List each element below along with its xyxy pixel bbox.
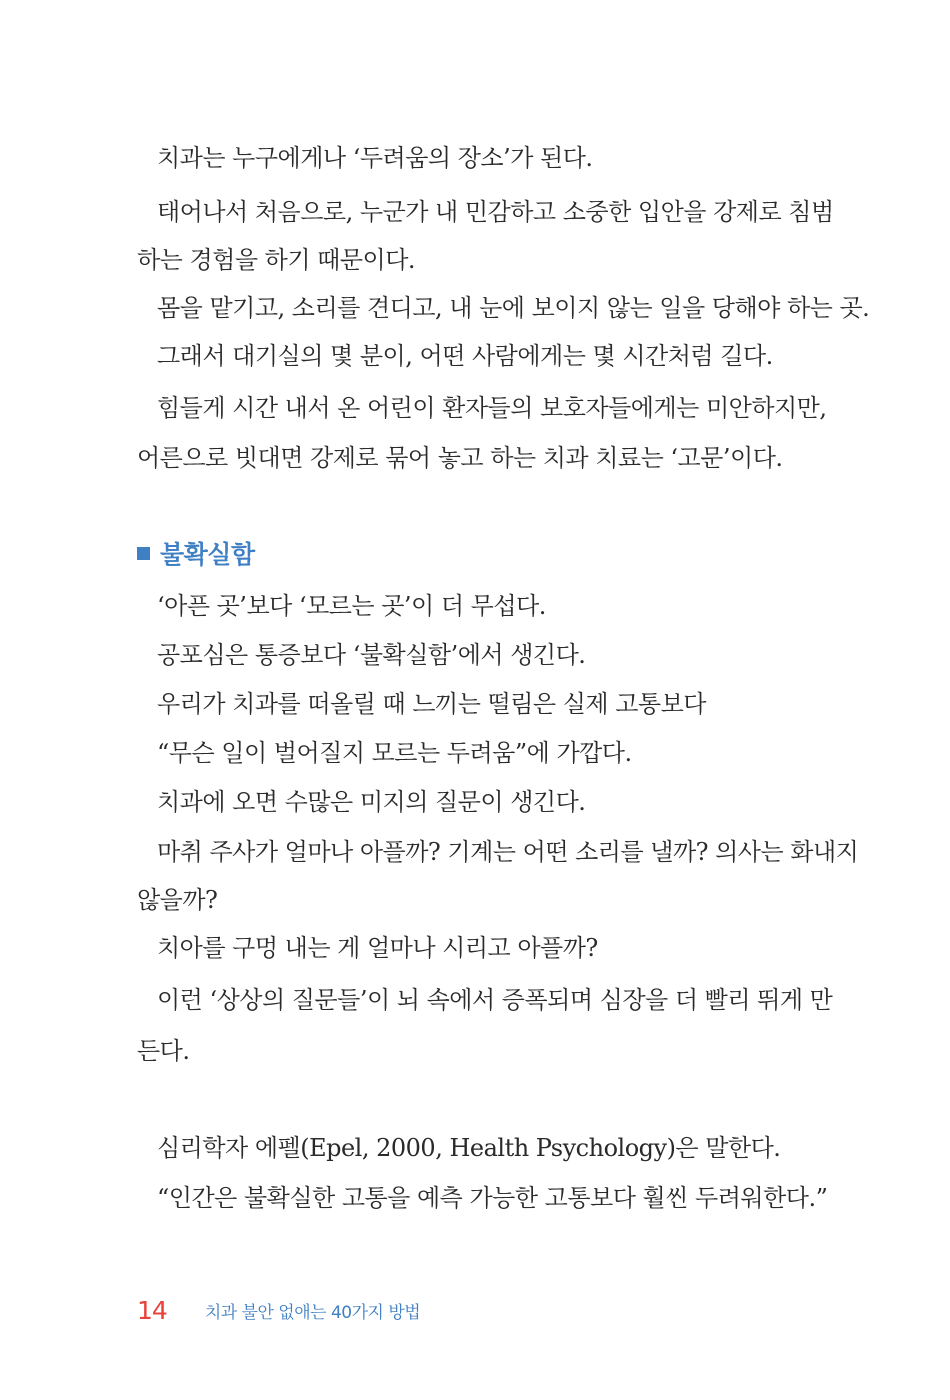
- paragraph-first-invasion-line2: 하는 경험을 하기 때문이다.: [137, 246, 416, 274]
- section-line-unknown-place: ‘아픈 곳’보다 ‘모르는 곳’이 더 무섭다.: [157, 592, 546, 620]
- section-line-imagined-line1: 이런 ‘상상의 질문들’이 뇌 속에서 증폭되며 심장을 더 빨리 뛰게 만: [157, 986, 833, 1014]
- page-number: 14: [137, 1295, 167, 1325]
- paragraph-dental-fear: 치과는 누구에게나 ‘두려움의 장소’가 된다.: [157, 144, 593, 172]
- square-bullet-icon: [137, 547, 150, 560]
- book-title: 치과 불안 없애는 40가지 방법: [204, 1302, 421, 1323]
- section-line-imagined-line2: 든다.: [137, 1037, 190, 1065]
- section-line-fear-quote: “무슨 일이 벌어질지 모르는 두려움”에 가깝다.: [157, 739, 632, 767]
- paragraph-waiting-room: 그래서 대기실의 몇 분이, 어떤 사람에게는 몇 시간처럼 길다.: [157, 342, 773, 370]
- paragraph-first-invasion-line1: 태어나서 처음으로, 누군가 내 민감하고 소중한 입안을 강제로 침범: [157, 198, 834, 226]
- section-line-trembling: 우리가 치과를 떠올릴 때 느끼는 떨림은 실제 고통보다: [157, 690, 706, 718]
- section-line-questions: 치과에 오면 수많은 미지의 질문이 생긴다.: [157, 788, 586, 816]
- section-line-uncertainty: 공포심은 통증보다 ‘불확실함’에서 생긴다.: [157, 641, 586, 669]
- section-line-anesthesia-line1: 마취 주사가 얼마나 아플까? 기계는 어떤 소리를 낼까? 의사는 화내지: [157, 838, 859, 866]
- paragraph-apology-line2: 어른으로 빗대면 강제로 묶어 놓고 하는 치과 치료는 ‘고문’이다.: [137, 444, 783, 472]
- paragraph-entrust-body: 몸을 맡기고, 소리를 견디고, 내 눈에 보이지 않는 일을 당해야 하는 곳.: [157, 294, 870, 322]
- paragraph-apology-line1: 힘들게 시간 내서 온 어린이 환자들의 보호자들에게는 미안하지만,: [157, 394, 827, 422]
- section-heading: [137, 536, 255, 570]
- quote-text: “인간은 불확실한 고통을 예측 가능한 고통보다 훨씬 두려워한다.”: [157, 1184, 828, 1212]
- section-heading-label: 불확실함: [160, 540, 255, 569]
- section-line-drilling: 치아를 구멍 내는 게 얼마나 시리고 아플까?: [157, 934, 598, 962]
- section-line-anesthesia-line2: 않을까?: [137, 886, 218, 914]
- quote-intro: 심리학자 에펠(Epel, 2000, Health Psychology)은 말한다.: [157, 1134, 781, 1162]
- page-footer: [137, 1292, 420, 1328]
